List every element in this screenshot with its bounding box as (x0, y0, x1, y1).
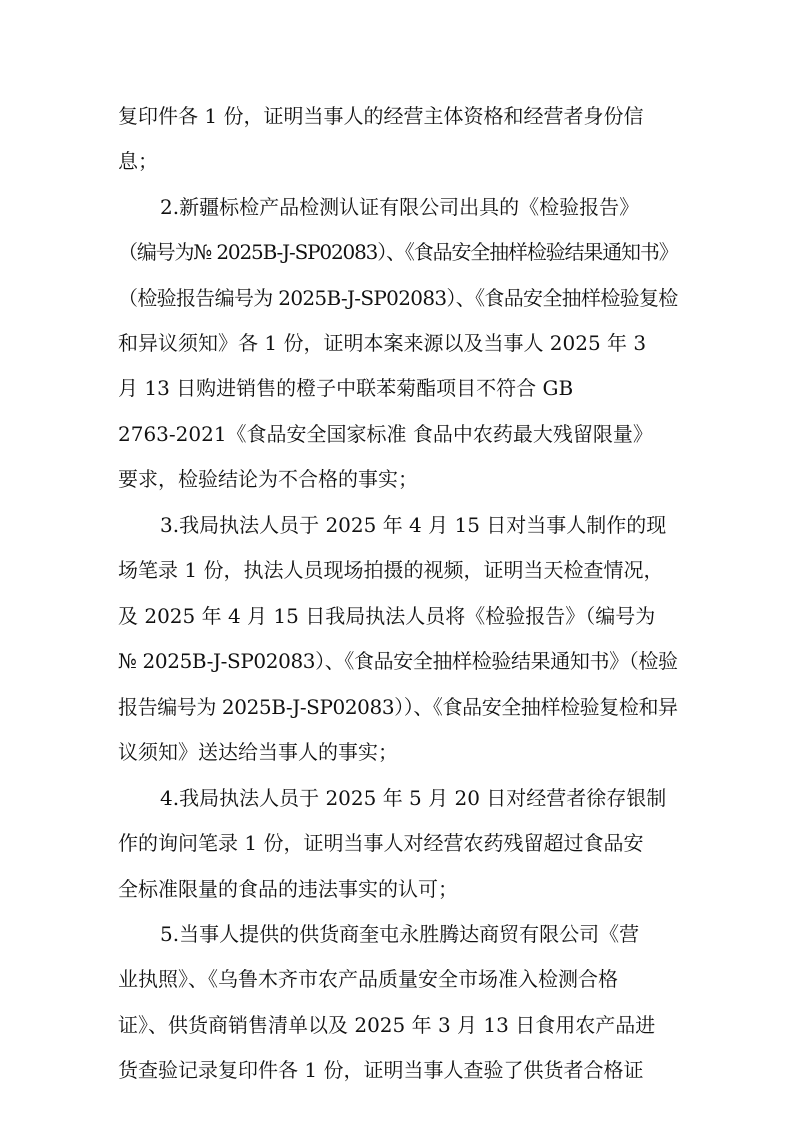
text-line: 议须知》送达给当事人的事实； (118, 740, 398, 764)
text-line: （检验报告编号为 2025B-J-SP02083）、《食品安全抽样检验复检 (118, 286, 678, 310)
text-line: 要求，检验结论为不合格的事实； (118, 467, 418, 491)
text-line: 息； (118, 149, 158, 173)
paragraph-start-2: 2.新疆标检产品检测认证有限公司出具的《检验报告》 (160, 195, 640, 219)
text-line: 和异议须知》各 1 份，证明本案来源以及当事人 2025 年 3 (118, 331, 647, 355)
text-line: 复印件各 1 份，证明当事人的经营主体资格和经营者身份信 (118, 104, 644, 128)
paragraph-start-4: 4.我局执法人员于 2025 年 5 月 20 日对经营者徐存银制 (160, 786, 667, 810)
text-line: 及 2025 年 4 月 15 日我局执法人员将《检验报告》（编号为 (118, 604, 656, 628)
text-line: 证》、供货商销售清单以及 2025 年 3 月 13 日食用农产品进 (118, 1013, 656, 1037)
text-line: 场笔录 1 份，执法人员现场拍摄的视频，证明当天检查情况， (118, 558, 664, 582)
paragraph-start-5: 5.当事人提供的供货商奎屯永胜腾达商贸有限公司《营 (160, 922, 640, 946)
text-line: 作的询问笔录 1 份，证明当事人对经营农药残留超过食品安 (118, 831, 644, 855)
text-line: 报告编号为 2025B-J-SP02083））、《食品安全抽样检验复检和异 (118, 695, 678, 719)
text-line: （编号为№ 2025B-J-SP02083）、《食品安全抽样检验结果通知书》 (118, 240, 678, 264)
text-line: № 2025B-J-SP02083）、《食品安全抽样检验结果通知书》（检验 (118, 649, 678, 673)
text-line: 2763-2021《食品安全国家标准 食品中农药最大残留限量》 (118, 422, 653, 446)
text-line: 业执照》、《乌鲁木齐市农产品质量安全市场准入检测合格 (118, 967, 618, 991)
text-line: 月 13 日购进销售的橙子中联苯菊酯项目不符合 GB (118, 376, 574, 400)
text-line: 全标准限量的食品的违法事实的认可； (118, 877, 458, 901)
text-line: 货查验记录复印件各 1 份，证明当事人查验了供货者合格证 (118, 1058, 644, 1082)
paragraph-start-3: 3.我局执法人员于 2025 年 4 月 15 日对当事人制作的现 (160, 513, 667, 537)
